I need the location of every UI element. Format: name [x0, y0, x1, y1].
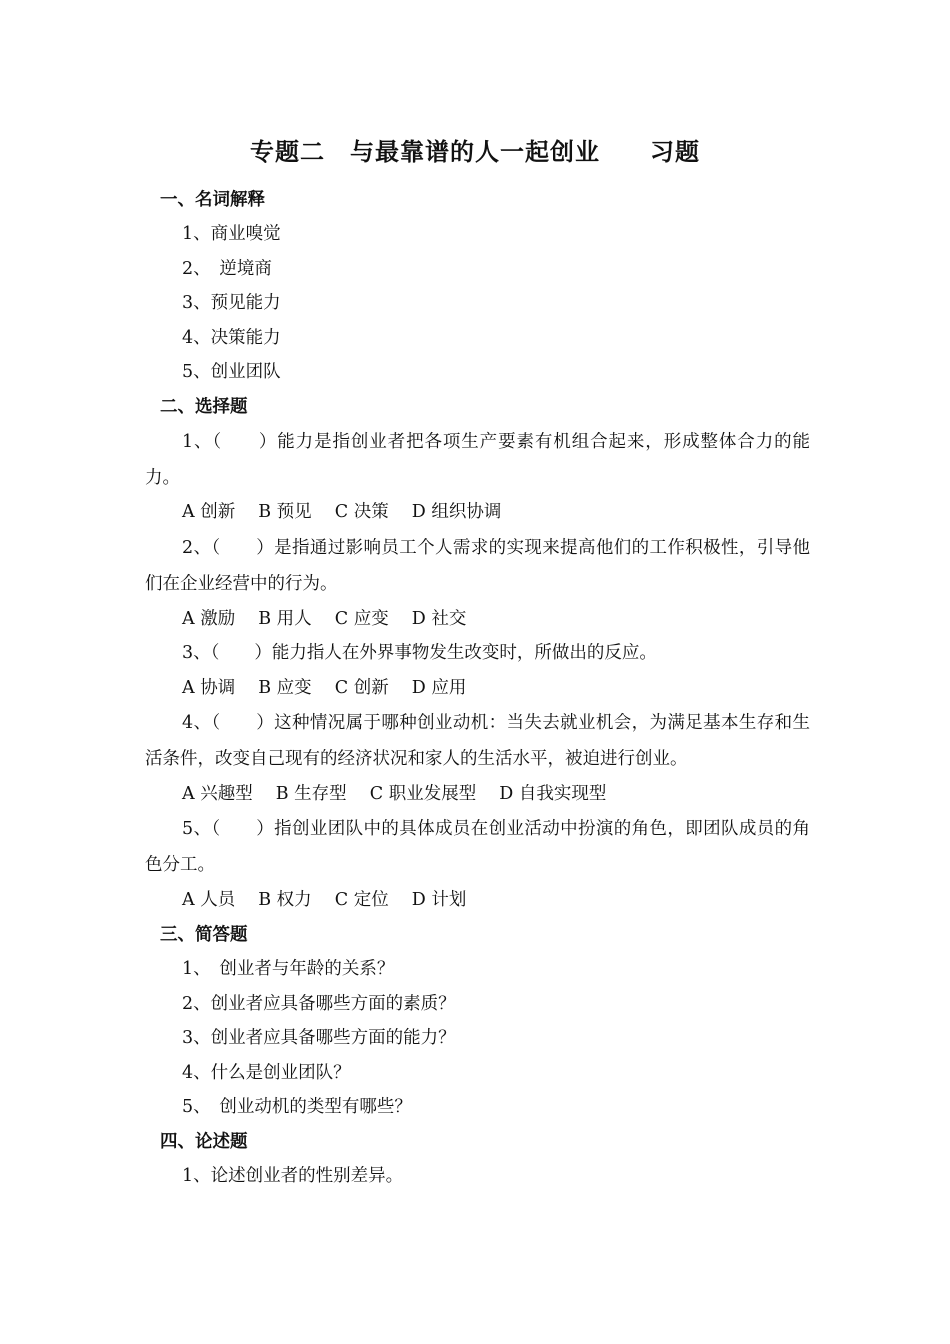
section-heading-short-answer: 三、简答题: [160, 925, 248, 945]
question-options: A 协调 B 应变 C 创新 D 应用: [182, 678, 467, 698]
section-heading-definitions: 一、名词解释: [160, 190, 265, 210]
definition-item: 1、商业嗅觉: [182, 224, 281, 244]
short-answer-item: 2、创业者应具备哪些方面的素质？: [182, 994, 456, 1014]
question-options: A 激励 B 用人 C 应变 D 社交: [182, 609, 467, 629]
definition-item: 5、创业团队: [182, 362, 281, 382]
short-answer-item: 5、 创业动机的类型有哪些？: [182, 1097, 412, 1117]
definition-item: 2、 逆境商: [182, 259, 272, 279]
page-title: 专题二 与最靠谱的人一起创业 习题: [250, 138, 700, 166]
question-options: A 创新 B 预见 C 决策 D 组织协调: [182, 502, 502, 522]
question-stem: 5、（ ）指创业团队中的具体成员在创业活动中扮演的角色，即团队成员的角色分工。: [145, 819, 810, 875]
question-stem: 3、（ ）能力指人在外界事物发生改变时，所做出的反应。: [182, 643, 657, 663]
section-heading-essay: 四、论述题: [160, 1132, 248, 1152]
short-answer-item: 1、 创业者与年龄的关系？: [182, 959, 395, 979]
question-stem: 4、（ ）这种情况属于哪种创业动机：当失去就业机会，为满足基本生存和生活条件，改变自己现有的经济状况和家人的生活水平，被迫进行创业。: [145, 713, 810, 769]
definition-item: 3、预见能力: [182, 293, 281, 313]
essay-item: 1、论述创业者的性别差异。: [182, 1166, 404, 1186]
question-options: A 人员 B 权力 C 定位 D 计划: [182, 890, 467, 910]
question-stem: 2、（ ）是指通过影响员工个人需求的实现来提高他们的工作积极性，引导他们在企业经营中的行为。: [145, 538, 810, 594]
short-answer-item: 4、什么是创业团队？: [182, 1063, 351, 1083]
section-heading-multiple-choice: 二、选择题: [160, 397, 248, 417]
question-stem: 1、（ ）能力是指创业者把各项生产要素有机组合起来，形成整体合力的能力。: [145, 432, 810, 488]
question-options: A 兴趣型 B 生存型 C 职业发展型 D 自我实现型: [182, 784, 607, 804]
definition-item: 4、决策能力: [182, 328, 281, 348]
short-answer-item: 3、创业者应具备哪些方面的能力？: [182, 1028, 456, 1048]
